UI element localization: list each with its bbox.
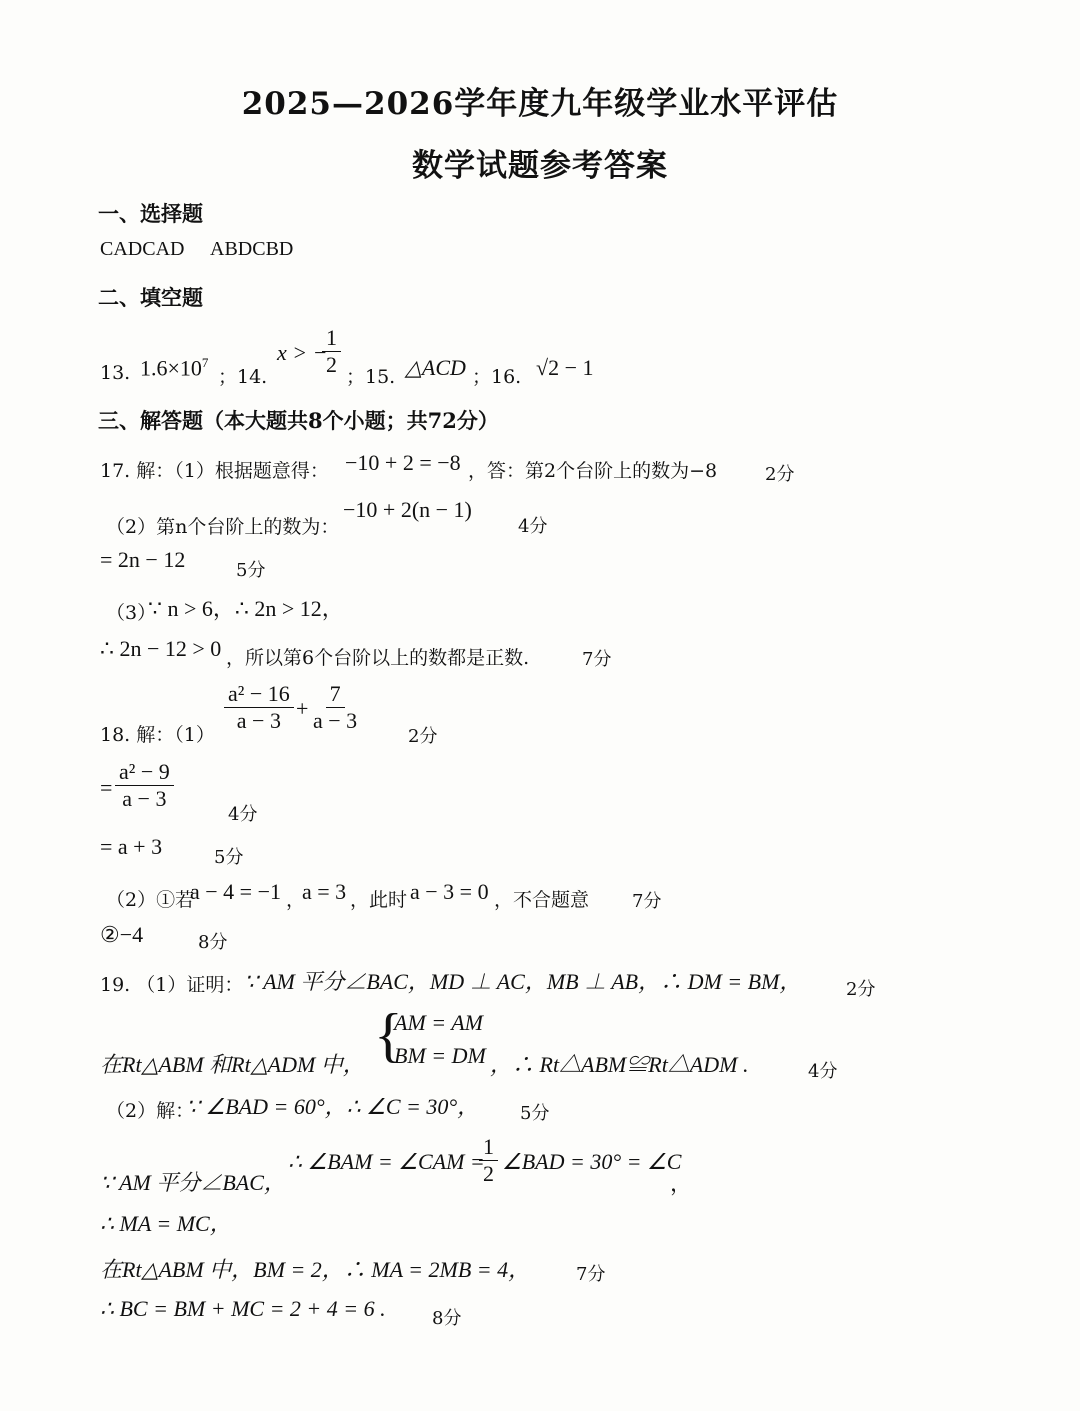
q19-score-3: 5分 [520, 1103, 550, 1124]
q17-score-4: 7分 [582, 649, 612, 670]
q19-part2-final: ∴ BC = BM + MC = 2 + 4 = 6 . [100, 1296, 386, 1321]
q17-part2-result: = 2n − 12 [100, 547, 186, 572]
q17-score-3: 5分 [236, 560, 266, 581]
q17-part2-label: （2）第n个台阶上的数为： [106, 516, 340, 538]
page-subtitle: 数学试题参考答案 [412, 148, 668, 184]
q19-score-5: 8分 [432, 1308, 462, 1329]
q17-step1-math: −10 + 2 = −8 [345, 450, 461, 475]
q13-answer: $1.6\times 10^7$ [140, 355, 209, 381]
section-heading-choice: 一、选择题 [98, 201, 203, 226]
q17-label: 17. 解：（1）根据题意得： [100, 460, 329, 482]
q19-half-fraction: $\frac{1}{2}$ [479, 1135, 498, 1186]
separator-14: ；14. [218, 366, 268, 388]
q16-answer: √2 − 1 [536, 355, 594, 380]
q17-part3-math: ∵ n > 6，∴ 2n > 12， [148, 596, 344, 621]
q19-system-eq-1: AM = AM [394, 1010, 483, 1035]
section-heading-fill: 二、填空题 [98, 285, 203, 310]
q18-part2-sep: ， [286, 889, 306, 911]
q19-proof-line-1: ∵ AM 平分∠BAC，MD ⊥ AC，MB ⊥ AB，∴ DM = BM， [244, 969, 802, 994]
q17-step1-text: ，答：第2个台阶上的数为−8 [468, 460, 718, 482]
separator-15: ；15. [346, 366, 396, 388]
choice-answers-1: CADCAD [100, 238, 185, 260]
q18-fraction-2: $\frac{7}{a - 3}$ [313, 681, 358, 734]
q18-part2-math-1: a − 4 = −1 [190, 879, 281, 904]
q18-score-5: 8分 [198, 932, 228, 953]
q18-part2-text-1: ，此时 [350, 889, 408, 911]
q18-plus: + [296, 696, 309, 721]
choice-answers-2: ABDCBD [210, 238, 294, 260]
q19-system-eq-2: BM = DM [394, 1043, 486, 1068]
q19-part2-angle-eq: ∴ ∠BAM = ∠CAM = [288, 1149, 485, 1174]
q18-score-4: 7分 [632, 891, 662, 912]
q17-part3-conclusion-math: ∴ 2n − 12 > 0 [100, 636, 222, 661]
q19-part2-line-1: ∵ ∠BAD = 60°，∴ ∠C = 30°， [186, 1094, 480, 1119]
q19-part2-label: （2）解： [106, 1100, 195, 1122]
q19-part2-comma: ， [670, 1171, 693, 1196]
q18-part2-math-2: a = 3 [302, 879, 347, 904]
q19-part2-line-4: 在Rt△ABM 中，BM = 2，∴ MA = 2MB = 4， [100, 1257, 531, 1282]
q19-part2-angle-result: ∠BAD = 30° = ∠C [502, 1149, 682, 1174]
q19-proof-intro: 在Rt△ABM 和Rt△ADM 中， [100, 1052, 365, 1077]
q17-score-1: 2分 [765, 464, 795, 485]
q17-part3-conclusion-text: ，所以第6个台阶以上的数都是正数. [226, 647, 530, 669]
q19-score-4: 7分 [576, 1264, 606, 1285]
q19-part2-line-3: ∴ MA = MC， [100, 1211, 232, 1236]
q18-part2-label: （2）①若 [106, 889, 195, 911]
section-heading-solve: 三、解答题（本大题共8个小题；共72分） [98, 408, 499, 433]
q13-number: 13. [100, 362, 131, 384]
q19-congruence: ，∴ Rt△ABM≌Rt△ADM . [490, 1052, 749, 1077]
q14-inequality: x > − [277, 340, 328, 365]
system-brace: { [374, 1002, 403, 1068]
q18-score-3: 5分 [214, 847, 244, 868]
page-title: 2025—2026学年度九年级学业水平评估 [241, 86, 839, 122]
q17-score-2: 4分 [518, 516, 548, 537]
q17-part3-label: （3） [106, 602, 157, 624]
q15-answer: △ACD [405, 355, 466, 380]
q18-equals: = [100, 775, 113, 800]
q18-fraction-3: $\frac{\text{a² − 9}}{a - 3}$ [115, 760, 174, 811]
q19-score-1: 2分 [846, 979, 876, 1000]
separator-16: ；16. [472, 366, 522, 388]
q18-part2-text-2: ，不合题意 [494, 889, 590, 911]
q19-score-2: 4分 [808, 1061, 838, 1082]
q14-fraction: $\frac{1}{2}$ [322, 326, 341, 377]
q18-fraction-1: $\frac{\text{a² − 16}}{a - 3}$ [224, 682, 294, 733]
q17-part2-math: −10 + 2(n − 1) [343, 497, 472, 522]
q18-part2-answer: ②−4 [100, 922, 144, 947]
q18-score-2: 4分 [228, 804, 258, 825]
q18-label: 18. 解：（1） [100, 724, 215, 746]
q18-result: = a + 3 [100, 834, 163, 859]
q18-score-1: 2分 [408, 726, 438, 747]
q18-part2-math-3: a − 3 = 0 [410, 879, 489, 904]
q19-part2-bisector: ∵ AM 平分∠BAC， [100, 1170, 286, 1195]
q19-label: 19. （1）证明： [100, 974, 244, 996]
